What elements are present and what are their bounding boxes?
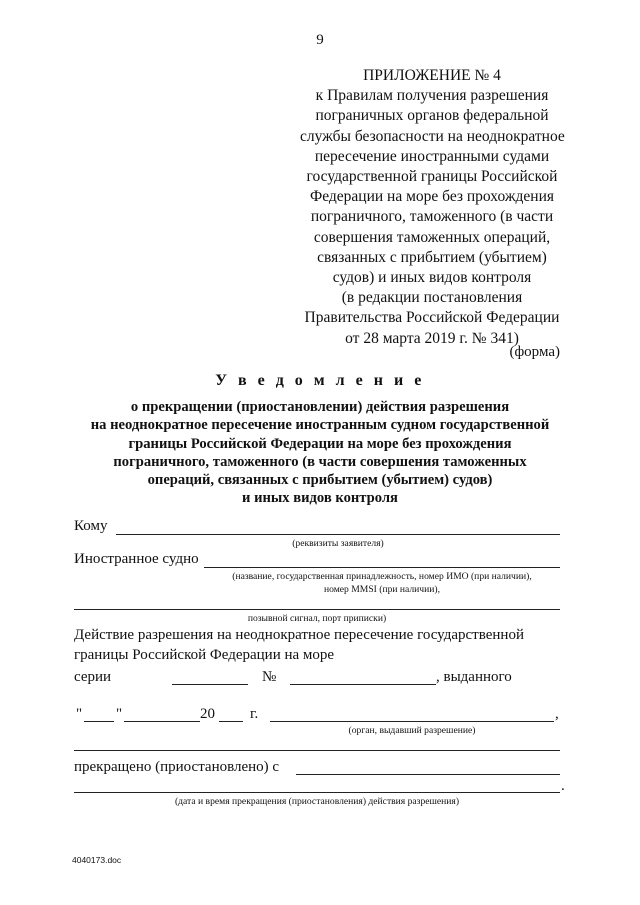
issuer-comma: ,: [555, 706, 559, 722]
series-label: серии: [74, 669, 112, 685]
subject-line: пограничного, таможенного (в части совершения таможенных: [113, 453, 527, 470]
issued-label: , выданного: [436, 669, 512, 685]
vessel-hint-1: (название, государственная принадлежность, номер ИМО (при наличии),: [232, 571, 532, 582]
appendix-line: судов) и иных видов контроля: [332, 269, 532, 287]
vessel-hint-3: позывной сигнал, порт приписки): [247, 613, 387, 624]
appendix-line: пограничных органов федеральной: [315, 107, 549, 125]
appendix-line: ПРИЛОЖЕНИЕ № 4: [363, 67, 501, 84]
page-number: 9: [316, 32, 324, 48]
terminated-label: прекращено (приостановлено) с: [74, 759, 280, 775]
year-prefix: 20: [200, 706, 215, 722]
to-hint: (реквизиты заявителя): [292, 538, 384, 549]
month-input-line[interactable]: [124, 721, 200, 722]
subject-line: на неоднократное пересечение иностранным судном государственной: [90, 417, 550, 434]
permit-text-2: границы Российской Федерации на море: [74, 647, 335, 663]
form-label: (форма): [509, 344, 560, 360]
vessel-hint-2: номер MMSI (при наличии),: [323, 584, 440, 595]
number-input-line[interactable]: [290, 684, 436, 685]
terminated-input-line[interactable]: [296, 774, 560, 775]
vessel-input-line[interactable]: [204, 567, 560, 568]
issuer-input-line-2[interactable]: [74, 750, 560, 751]
document-subject: [70, 398, 570, 508]
vessel-label: Иностранное судно: [74, 551, 199, 567]
series-input-line[interactable]: [172, 684, 248, 685]
appendix-line: от 28 марта 2019 г. № 341): [345, 329, 519, 347]
appendix-line: (в редакции постановления: [341, 289, 523, 307]
appendix-line: пограничного, таможенного (в части: [310, 208, 554, 226]
issuer-input-line[interactable]: [270, 721, 554, 722]
quote-close: ": [116, 706, 123, 722]
subject-line: границы Российской Федерации на море без прохождения: [128, 435, 512, 452]
subject-line: операций, связанных с прибытием (убытием) судов): [147, 472, 493, 489]
quote-open: ": [76, 706, 83, 722]
vessel-input-line-2[interactable]: [74, 609, 560, 610]
day-input-line[interactable]: [84, 721, 114, 722]
appendix-line: совершения таможенных операций,: [313, 228, 551, 246]
to-label: Кому: [74, 518, 108, 534]
subject-line: о прекращении (приостановлении) действия разрешения: [130, 399, 510, 415]
terminated-input-line-2[interactable]: [74, 792, 560, 793]
subject-line: и иных видов контроля: [242, 490, 398, 507]
appendix-line: службы безопасности на неоднократное: [300, 127, 565, 145]
year-suffix: г.: [250, 706, 259, 722]
appendix-line: связанных с прибытием (убытием): [317, 248, 547, 266]
appendix-line: государственной границы Российской: [306, 168, 558, 186]
year-input-line[interactable]: [219, 721, 243, 722]
permit-text-1: Действие разрешения на неоднократное пересечение государственной: [74, 627, 524, 643]
document-title: У в е д о м л е н и е: [215, 372, 425, 389]
number-label: №: [262, 669, 277, 685]
terminated-period: .: [561, 778, 565, 794]
issuer-hint: (орган, выдавший разрешение): [348, 725, 476, 736]
footer-filename: 4040173.doc: [72, 855, 122, 865]
appendix-line: пересечение иностранными судами: [314, 147, 550, 165]
appendix-line: Федерации на море без прохождения: [309, 188, 555, 206]
appendix-line: к Правилам получения разрешения: [315, 87, 549, 105]
appendix-line: Правительства Российской Федерации: [304, 309, 560, 327]
terminated-hint: (дата и время прекращения (приостановления) действия разрешения): [174, 796, 460, 807]
appendix-header: [300, 66, 564, 349]
to-input-line[interactable]: [116, 534, 560, 535]
